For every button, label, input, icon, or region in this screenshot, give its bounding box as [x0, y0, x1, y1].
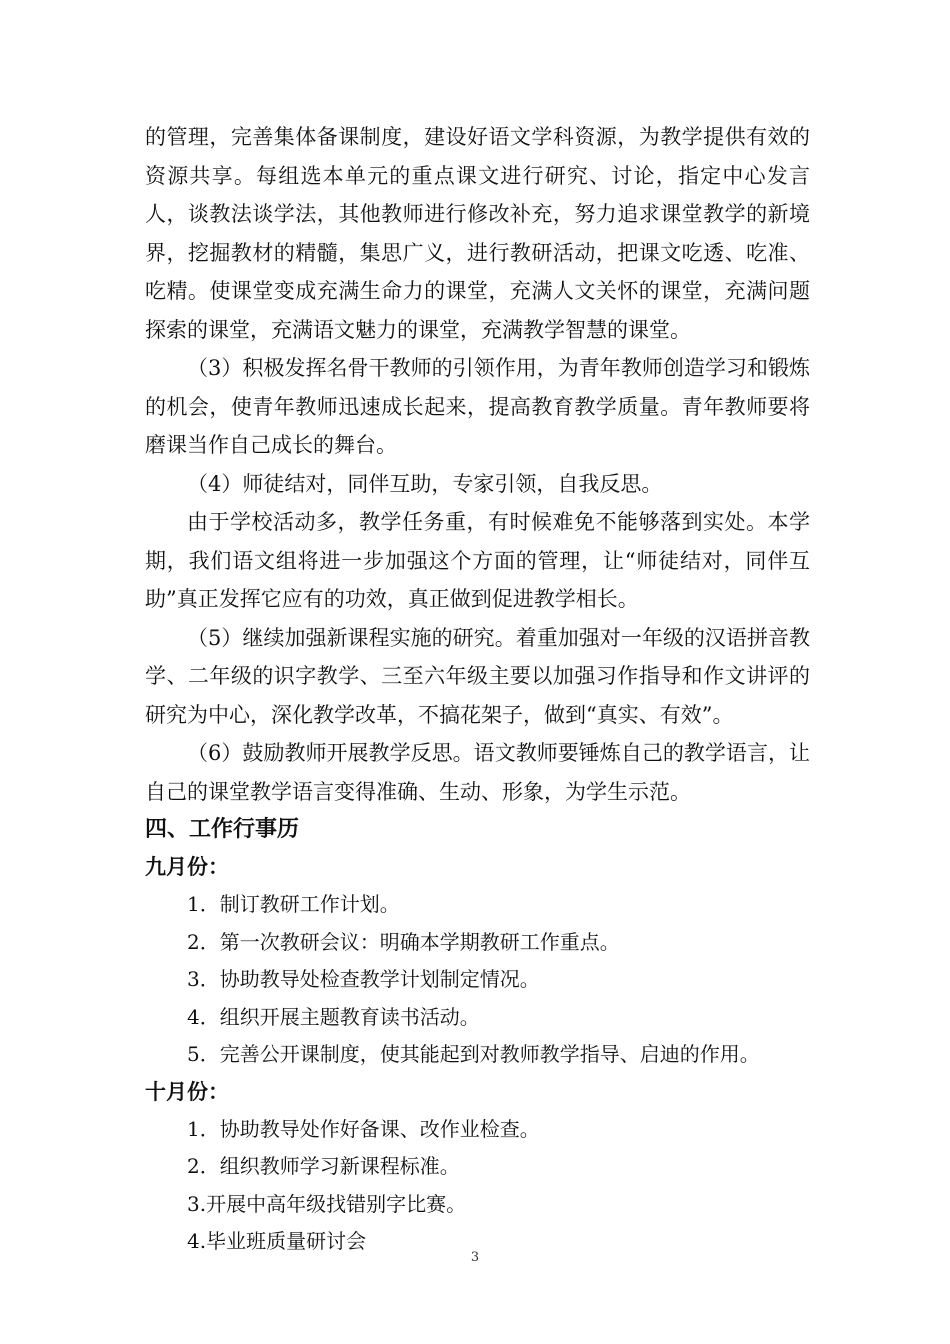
paragraph-item-4: （4）师徒结对，同伴互助，专家引领，自我反思。 — [187, 471, 663, 496]
paragraph-continued: 的管理，完善集体备课制度，建设好语文学科资源，为教学提供有效的资源共享。每组选本单元的重点课文进行研究、讨论，指定中心发言人，谈教法谈学法，其他教师进行修改补充，努力追求课堂教学的新境界，挖掘教材的精髓，集思广义，进行教研活动，把课文吃透、吃准、吃精。使课堂变成充满生命力的课堂，充满人文关怀的课堂，充满问题探索的课堂，充满语文魅力的课堂，充满教学智慧的课堂。 — [145, 125, 810, 342]
list-item: 1．制订教研工作计划。 — [187, 892, 400, 916]
list-item: 3.开展中高年级找错别字比赛。 — [187, 1191, 467, 1216]
list-item: 3．协助教导处检查教学计划制定情况。 — [187, 967, 540, 991]
month-heading-september: 九月份： — [145, 855, 229, 879]
list-item: 2．第一次教研会议：明确本学期教研工作重点。 — [187, 929, 620, 954]
paragraph-item-5: （5）继续加强新课程实施的研究。着重加强对一年级的汉语拼音教学、二年级的识字教学、三至六年级主要以加强习作指导和作文讲评的研究为中心，深化教学改革，不搞花架子，做到“真实、有效”。 — [145, 625, 810, 727]
paragraph-item-3: （3）积极发挥名骨干教师的引领作用，为青年教师创造学习和锻炼的机会，使青年教师迅速成长起来，提高教育教学质量。青年教师要将磨课当作自己成长的舞台。 — [145, 356, 810, 457]
list-item: 4．组织开展主题教育读书活动。 — [187, 1004, 480, 1029]
paragraph-explanation: 由于学校活动多，教学任务重，有时候难免不能够落到实处。本学期，我们语文组将进一步加强这个方面的管理，让“师徒结对，同伴互助”真正发挥它应有的功效，真正做到促进教学相长。 — [145, 510, 810, 611]
document-page — [145, 118, 810, 1261]
september-list — [145, 886, 810, 1074]
paragraph-item-6: （6）鼓励教师开展教学反思。语文教师要锤炼自己的教学语言，让自己的课堂教学语言变得准确、生动、形象，为学生示范。 — [145, 741, 810, 804]
list-item: 1．协助教导处作好备课、改作业检查。 — [187, 1116, 540, 1141]
page-number: 3 — [470, 1250, 480, 1265]
month-heading-october: 十月份： — [145, 1079, 229, 1104]
list-item: 5．完善公开课制度，使其能起到对教师教学指导、启迪的作用。 — [187, 1042, 760, 1066]
section-heading: 四、工作行事历 — [145, 817, 300, 842]
october-list — [145, 1111, 810, 1261]
list-item: 2．组织教师学习新课程标准。 — [187, 1154, 460, 1178]
list-item: 4.毕业班质量研讨会 — [187, 1229, 367, 1253]
body-paragraphs — [145, 118, 810, 811]
